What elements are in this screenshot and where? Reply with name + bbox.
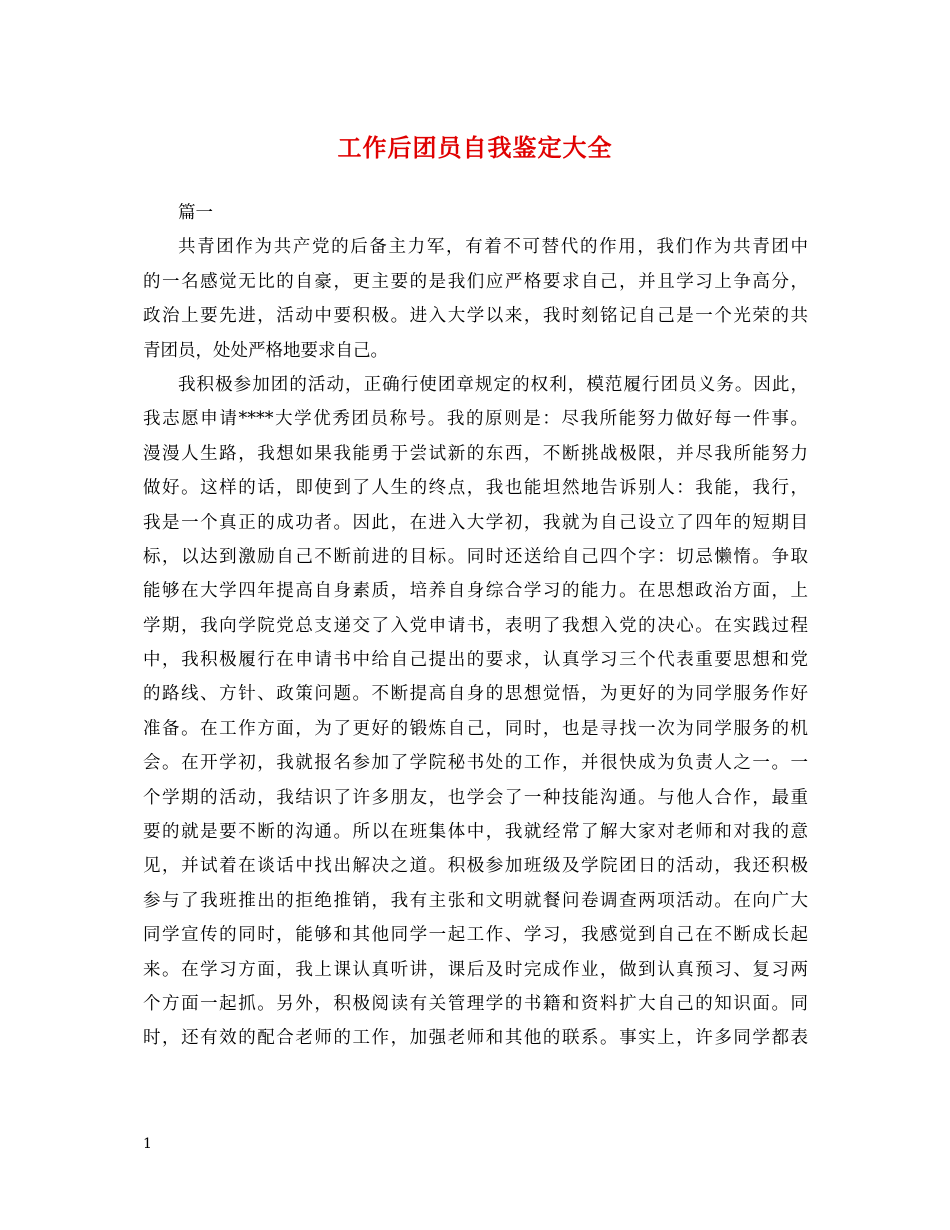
- paragraph-line: 个方面一起抓。另外，积极阅读有关管理学的书籍和资料扩大自己的知识面。同: [143, 993, 808, 1014]
- section-heading: 篇一: [178, 203, 213, 223]
- paragraph-line: 同学宣传的同时，能够和其他同学一起工作、学习，我感觉到自己在不断成长起: [143, 925, 808, 946]
- document-title: 工作后团员自我鉴定大全: [337, 133, 613, 162]
- paragraph-line: 青团员，处处严格地要求自己。: [143, 340, 388, 361]
- paragraph-line: 漫漫人生路，我想如果我能勇于尝试新的东西，不断挑战极限，并尽我所能努力: [143, 443, 808, 464]
- paragraph-line: 政治上要先进，活动中要积极。进入大学以来，我时刻铭记自己是一个光荣的共: [143, 306, 808, 327]
- paragraph-line: 准备。在工作方面，为了更好的锻炼自己，同时，也是寻找一次为同学服务的机: [143, 718, 808, 739]
- paragraph-line: 学期，我向学院党总支递交了入党申请书，表明了我想入党的决心。在实践过程: [143, 615, 808, 636]
- paragraph-line: 来。在学习方面，我上课认真听讲，课后及时完成作业，做到认真预习、复习两: [143, 959, 808, 980]
- page-number: 1: [143, 1136, 152, 1152]
- paragraph-line: 共青团作为共产党的后备主力军，有着不可替代的作用，我们作为共青团中: [178, 237, 808, 258]
- paragraph-line: 个学期的活动，我结识了许多朋友，也学会了一种技能沟通。与他人合作，最重: [143, 787, 808, 808]
- document-body: [143, 196, 808, 1056]
- paragraph-line: 我志愿申请****大学优秀团员称号。我的原则是：尽我所能努力做好每一件事。: [143, 409, 808, 430]
- paragraph-line: 的路线、方针、政策问题。不断提高自身的思想觉悟，为更好的为同学服务作好: [143, 684, 808, 705]
- paragraph-line: 参与了我班推出的拒绝推销，我有主张和文明就餐问卷调查两项活动。在向广大: [143, 890, 808, 911]
- paragraph-line: 做好。这样的话，即使到了人生的终点，我也能坦然地告诉别人：我能，我行，: [143, 478, 808, 499]
- paragraph-line: 我是一个真正的成功者。因此，在进入大学初，我就为自己设立了四年的短期目: [143, 512, 808, 533]
- paragraph-line: 要的就是要不断的沟通。所以在班集体中，我就经常了解大家对老师和对我的意: [143, 822, 808, 843]
- paragraph-line: 能够在大学四年提高自身素质，培养自身综合学习的能力。在思想政治方面，上: [143, 581, 808, 602]
- paragraph-line: 我积极参加团的活动，正确行使团章规定的权利，模范履行团员义务。因此，: [178, 374, 808, 395]
- paragraph-line: 的一名感觉无比的自豪，更主要的是我们应严格要求自己，并且学习上争高分，: [143, 271, 808, 292]
- paragraph-line: 标，以达到激励自己不断前进的目标。同时还送给自己四个字：切忌懒惰。争取: [143, 546, 808, 567]
- paragraph-line: 会。在开学初，我就报名参加了学院秘书处的工作，并很快成为负责人之一。一: [143, 753, 808, 774]
- paragraph-line: 时，还有效的配合老师的工作，加强老师和其他的联系。事实上，许多同学都表: [143, 1028, 808, 1049]
- paragraph-line: 中，我积极履行在申请书中给自己提出的要求，认真学习三个代表重要思想和党: [143, 650, 808, 671]
- paragraph-line: 见，并试着在谈话中找出解决之道。积极参加班级及学院团日的活动，我还积极: [143, 856, 808, 877]
